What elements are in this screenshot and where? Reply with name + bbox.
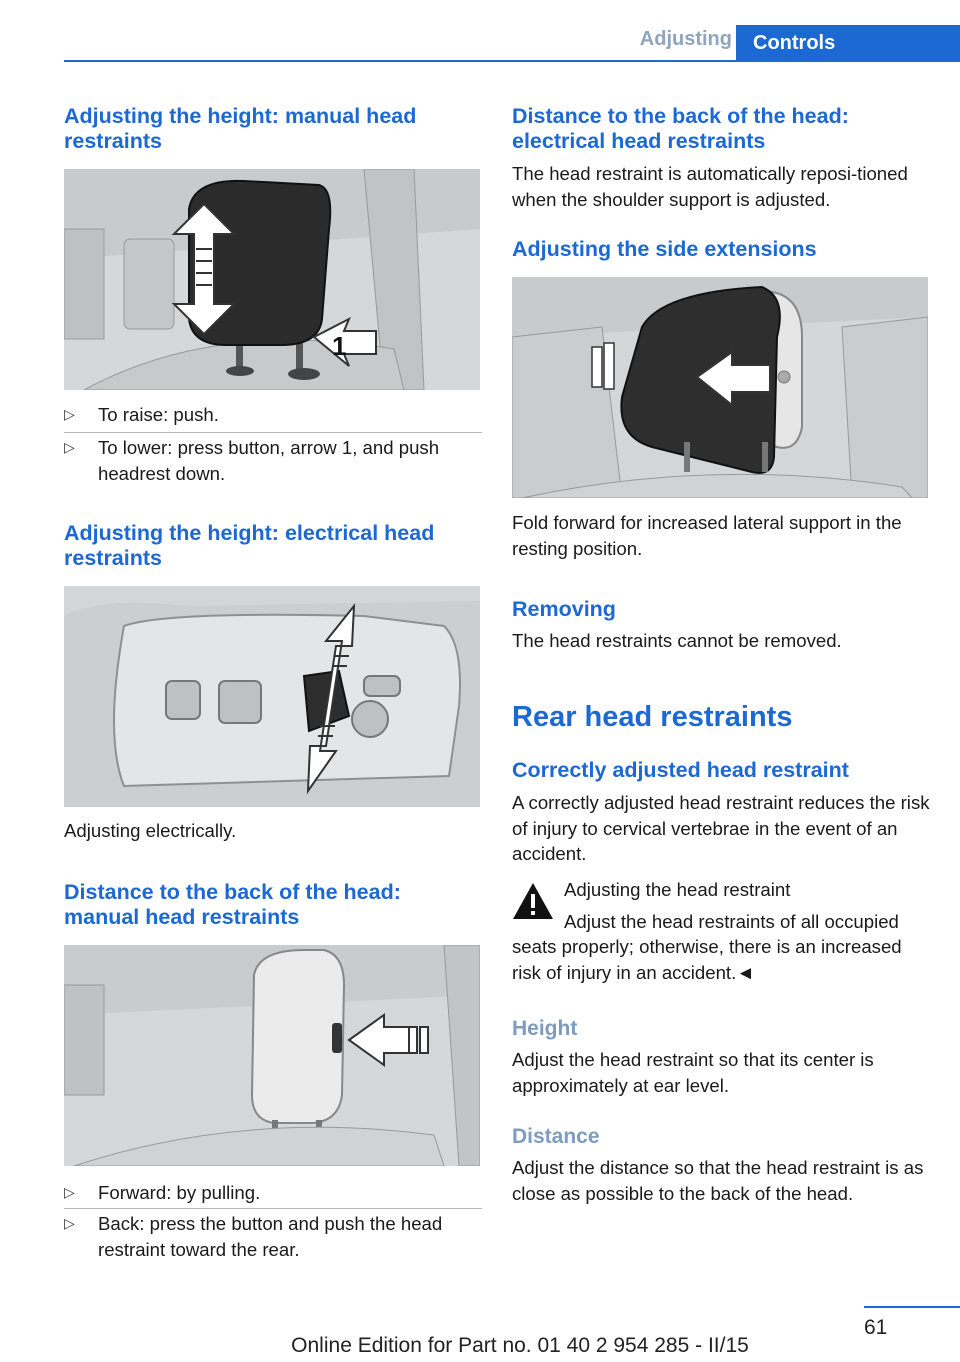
heading-electric-distance: Distance to the back of the head: electrical head restraints	[512, 104, 849, 153]
bullet-forward	[64, 1180, 474, 1206]
heading-side-extensions: Adjusting the side extensions	[512, 237, 817, 261]
warning-triangle-icon	[512, 882, 554, 920]
header-section: Adjusting	[639, 28, 732, 50]
figure-callout-1: 1	[332, 331, 347, 361]
figure-manual-distance	[64, 945, 480, 1166]
warning-text: seats properly; otherwise, there is an increased risk of injury in an accident.◄	[512, 936, 902, 983]
bullet-text: To raise: push.	[98, 404, 219, 425]
heading-manual-distance: Distance to the back of the head: manual head restraints	[64, 880, 401, 929]
bullet-triangle-icon: ▷	[64, 406, 75, 422]
bullet-back	[64, 1211, 474, 1262]
footer-rule	[864, 1306, 960, 1308]
header-chapter: Controls	[736, 25, 960, 62]
bullet-divider	[64, 432, 482, 433]
para-correctly-adjusted: A correctly adjusted head restraint reduces the risk of injury to cervical vertebrae in the event of an accident.	[512, 792, 930, 864]
para-side-extensions: Fold forward for increased lateral support in the resting position.	[512, 512, 902, 559]
para-electric-distance: The head restraint is automatically reposi-tioned when the shoulder support is adjusted.	[512, 163, 908, 210]
page-number: 61	[864, 1316, 888, 1339]
bullet-triangle-icon: ▷	[64, 439, 75, 455]
heading-height: Height	[512, 1017, 578, 1040]
figure-electric-height	[64, 586, 480, 807]
para-removing: The head restraints cannot be removed.	[512, 630, 842, 651]
caption-electric: Adjusting electrically.	[64, 820, 237, 841]
para-height: Adjust the head restraint so that its center is approximately at ear level.	[512, 1049, 874, 1096]
footer-edition: Online Edition for Part no. 01 40 2 954 285 - II/15	[291, 1334, 749, 1357]
bullet-divider	[64, 1208, 482, 1209]
bullet-text: To lower: press button, arrow 1, and push headrest down.	[98, 437, 440, 484]
bullet-lower	[64, 435, 474, 486]
figure-manual-height	[64, 169, 480, 390]
bullet-text: Forward: by pulling.	[98, 1182, 261, 1203]
heading-electric-height: Adjusting the height: electrical head restraints	[64, 521, 435, 570]
heading-rear-head-restraints: Rear head restraints	[512, 701, 793, 733]
bullet-text: Back: press the button and push the head restraint toward the rear.	[98, 1213, 443, 1260]
heading-distance: Distance	[512, 1125, 600, 1148]
header-rule	[64, 60, 960, 62]
bullet-raise	[64, 402, 474, 428]
heading-removing: Removing	[512, 597, 616, 621]
heading-manual-height: Adjusting the height: manual head restraints	[64, 104, 417, 153]
bullet-triangle-icon: ▷	[64, 1215, 75, 1231]
heading-correctly-adjusted: Correctly adjusted head restraint	[512, 758, 849, 782]
para-distance: Adjust the distance so that the head restraint is as close as possible to the back of the head.	[512, 1157, 924, 1204]
warning-title: Adjusting the head restraint	[564, 879, 791, 900]
bullet-triangle-icon: ▷	[64, 1184, 75, 1200]
figure-side-extensions	[512, 277, 928, 498]
warning-line-1: Adjust the head restraints of all occupied	[564, 911, 899, 932]
